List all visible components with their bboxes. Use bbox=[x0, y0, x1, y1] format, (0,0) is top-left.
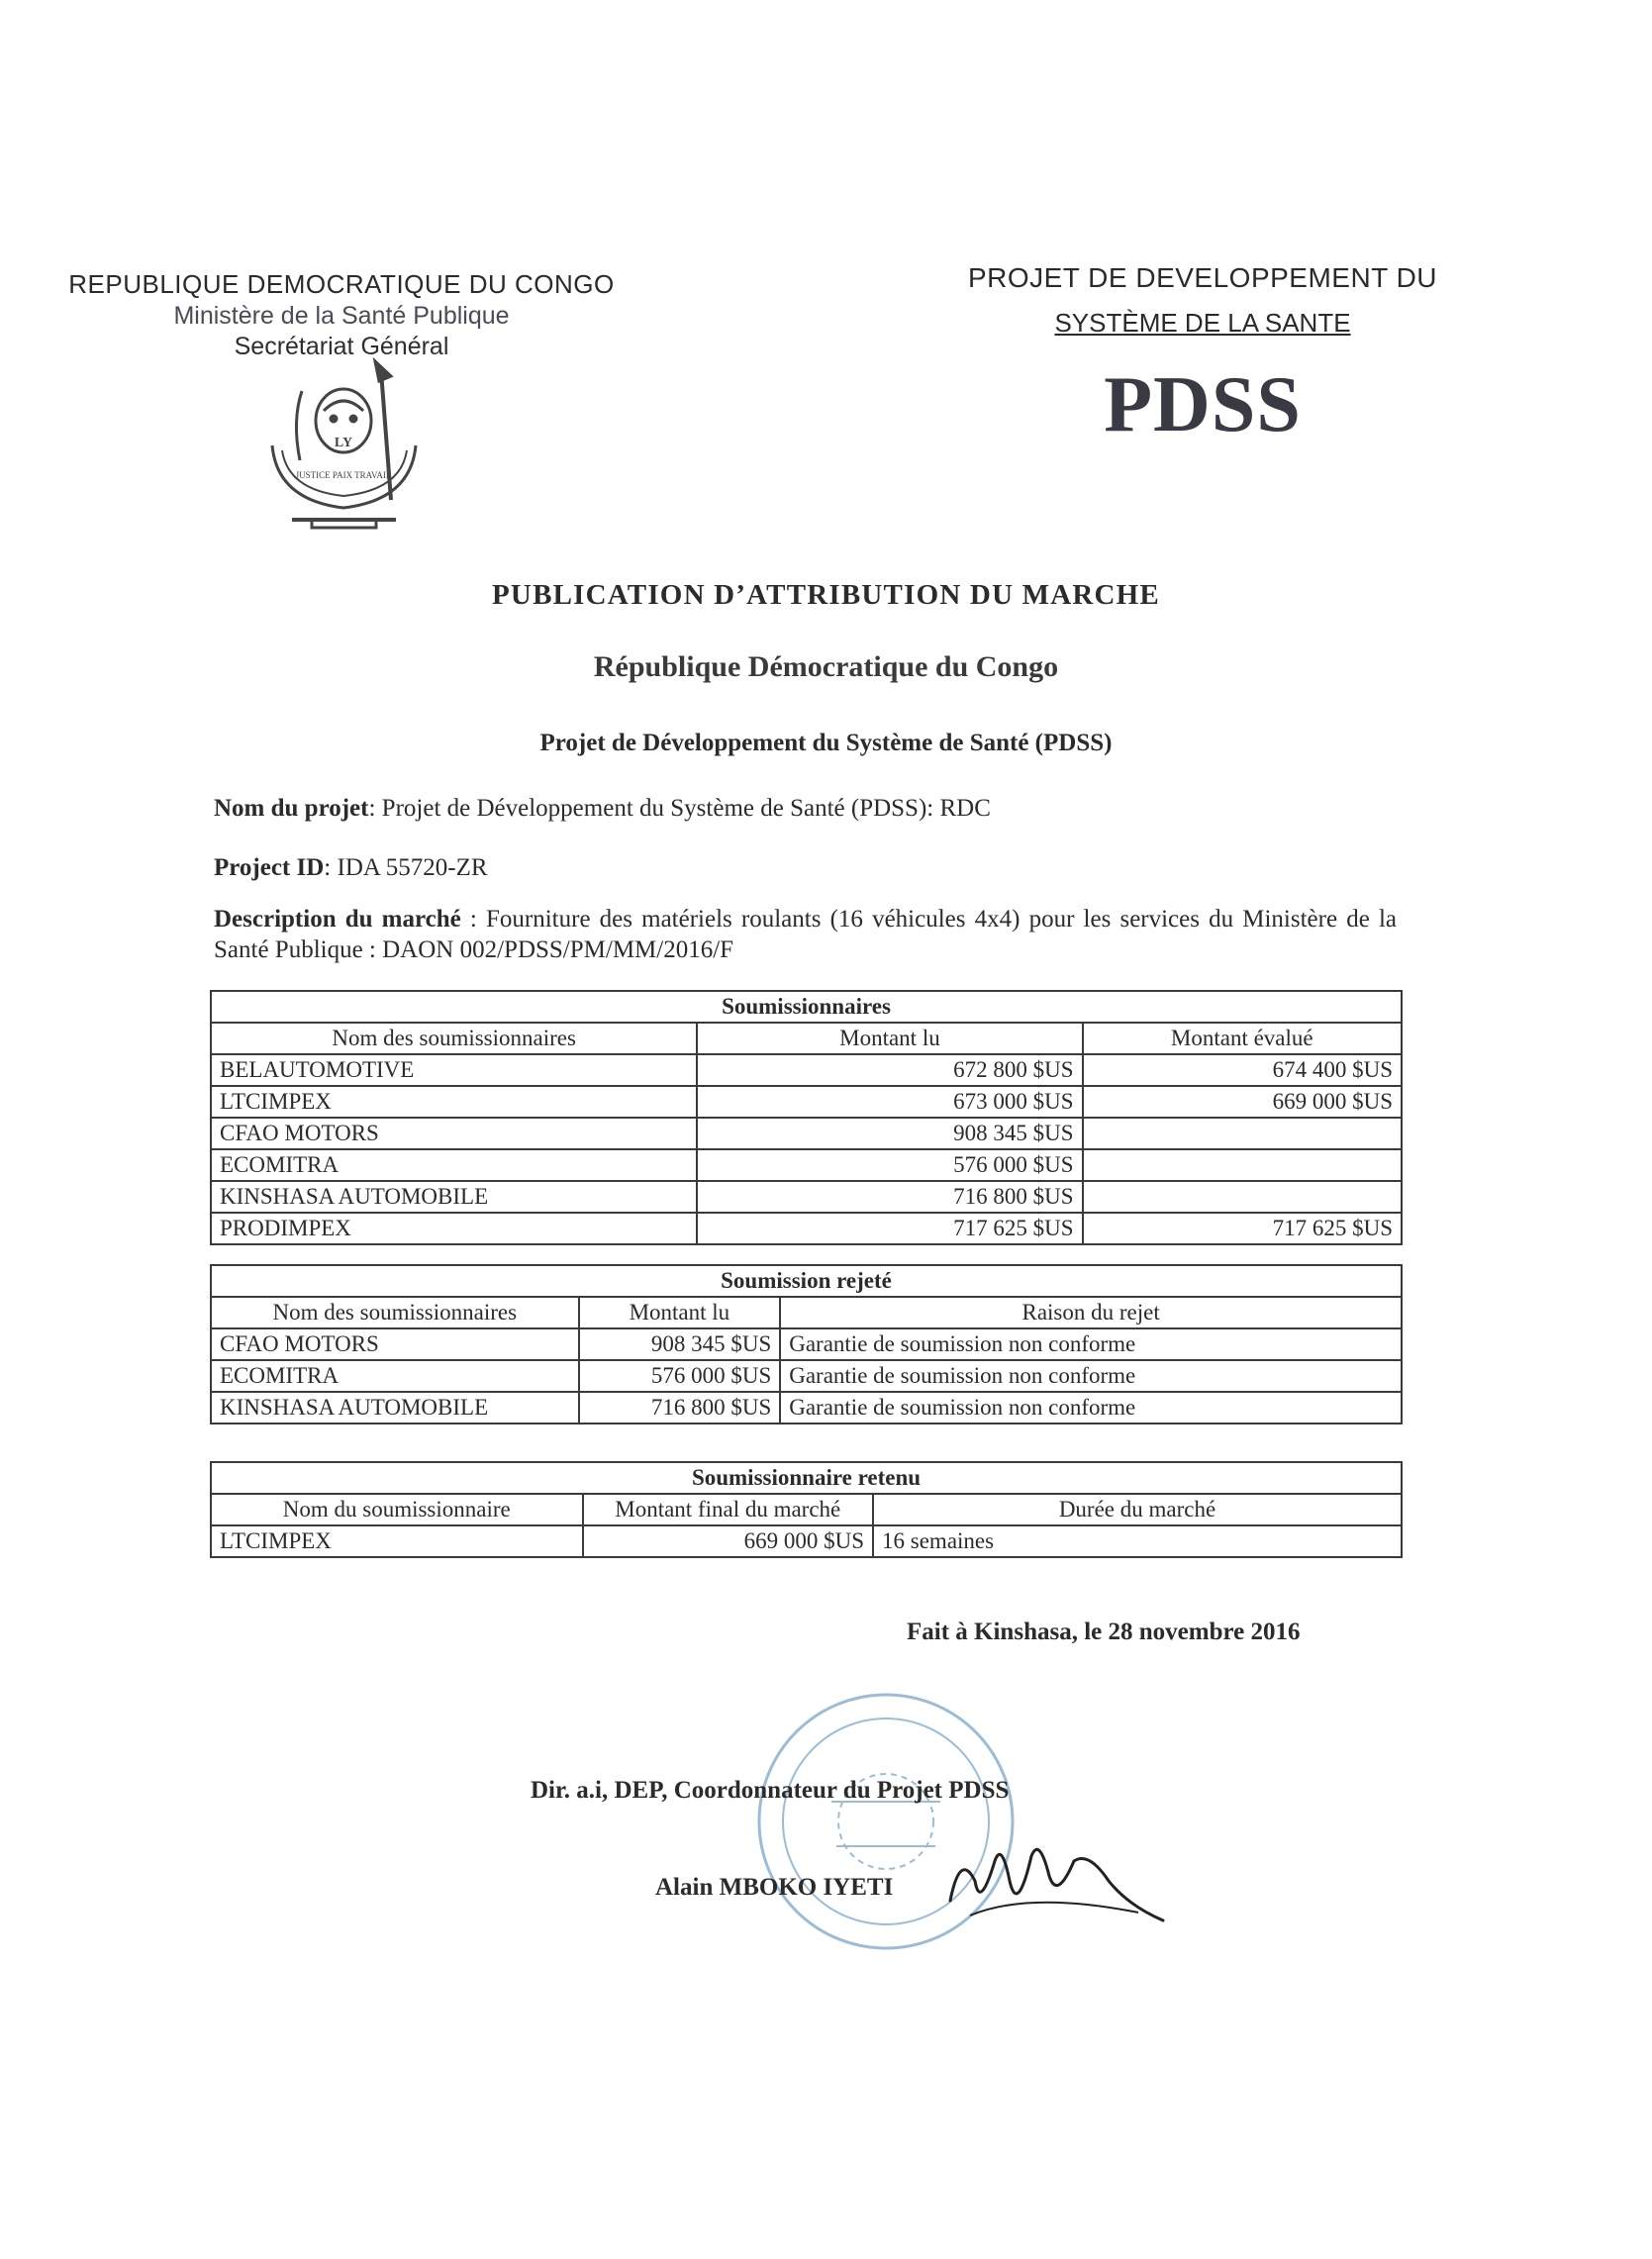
bidder-name: PRODIMPEX bbox=[211, 1213, 697, 1244]
amount-read: 576 000 $US bbox=[697, 1149, 1082, 1181]
rejection-reason: Garantie de soumission non conforme bbox=[780, 1360, 1402, 1392]
rejected-caption: Soumission rejeté bbox=[211, 1265, 1402, 1297]
country-heading: REPUBLIQUE DEMOCRATIQUE DU CONGO bbox=[68, 269, 615, 299]
project-header bbox=[925, 262, 1480, 450]
table-row bbox=[211, 1213, 1402, 1244]
table-row bbox=[211, 1149, 1402, 1181]
project-id-line bbox=[214, 854, 1397, 882]
secretariat-name: Secrétariat Général bbox=[234, 333, 449, 360]
amount-evaluated: 674 400 $US bbox=[1083, 1054, 1402, 1086]
column-header: Montant final du marché bbox=[583, 1494, 874, 1525]
final-amount: 669 000 $US bbox=[583, 1525, 874, 1557]
bidder-name: BELAUTOMOTIVE bbox=[211, 1054, 697, 1086]
project-name-line bbox=[214, 795, 1397, 823]
column-header: Nom des soumissionnaires bbox=[211, 1023, 697, 1054]
bidders-caption: Soumissionnaires bbox=[211, 991, 1402, 1023]
amount-read: 908 345 $US bbox=[579, 1328, 781, 1360]
project-title: Projet de Développement du Système de Santé (PDSS) bbox=[539, 730, 1113, 756]
rejection-reason: Garantie de soumission non conforme bbox=[780, 1392, 1402, 1424]
signatory-name: Alain MBOKO IYETI bbox=[655, 1874, 894, 1901]
amount-read: 576 000 $US bbox=[579, 1360, 781, 1392]
description-value: : Fourniture des matériels roulants (16 véhicules 4x4) pour les services du Ministère de la Santé Publique : DAON 002/PDSS/PM/MM/2016/F bbox=[214, 906, 1397, 963]
rejected-table bbox=[210, 1264, 1403, 1424]
project-name-value: : Projet de Développement du Système de Santé (PDSS): RDC bbox=[368, 795, 991, 822]
project-acronym: PDSS bbox=[1104, 361, 1302, 448]
amount-evaluated: 717 625 $US bbox=[1083, 1213, 1402, 1244]
table-row bbox=[211, 1181, 1402, 1213]
amount-read: 672 800 $US bbox=[697, 1054, 1082, 1086]
winner-caption: Soumissionnaire retenu bbox=[211, 1462, 1402, 1494]
ministry-name: Ministère de la Santé Publique bbox=[173, 302, 510, 330]
column-header: Nom des soumissionnaires bbox=[211, 1297, 579, 1328]
signature-icon bbox=[940, 1821, 1168, 1940]
column-header: Montant évalué bbox=[1083, 1023, 1402, 1054]
amount-evaluated bbox=[1083, 1181, 1402, 1213]
amount-read: 673 000 $US bbox=[697, 1086, 1082, 1118]
bidder-name: CFAO MOTORS bbox=[211, 1328, 579, 1360]
table-row bbox=[211, 1054, 1402, 1086]
table-row bbox=[211, 1392, 1402, 1424]
amount-evaluated bbox=[1083, 1149, 1402, 1181]
ministry-header bbox=[40, 269, 643, 361]
winner-table bbox=[210, 1461, 1403, 1558]
bidders-table bbox=[210, 990, 1403, 1245]
svg-text:JUSTICE PAIX TRAVAIL: JUSTICE PAIX TRAVAIL bbox=[295, 470, 392, 480]
table-row bbox=[211, 1525, 1402, 1557]
bidder-name: CFAO MOTORS bbox=[211, 1118, 697, 1149]
amount-read: 908 345 $US bbox=[697, 1118, 1082, 1149]
amount-read: 716 800 $US bbox=[579, 1392, 781, 1424]
project-id-label: Project ID bbox=[214, 854, 325, 881]
column-header: Durée du marché bbox=[873, 1494, 1402, 1525]
project-id-value: : IDA 55720-ZR bbox=[324, 854, 488, 881]
column-header: Montant lu bbox=[697, 1023, 1082, 1054]
bidder-name: LTCIMPEX bbox=[211, 1525, 583, 1557]
project-subheading: SYSTÈME DE LA SANTE bbox=[1054, 308, 1351, 338]
table-row bbox=[211, 1086, 1402, 1118]
coat-of-arms-icon bbox=[252, 351, 436, 530]
project-name-label: Nom du projet bbox=[214, 795, 369, 822]
column-header: Nom du soumissionnaire bbox=[211, 1494, 583, 1525]
description-label: Description du marché bbox=[214, 906, 461, 933]
column-header: Raison du rejet bbox=[780, 1297, 1402, 1328]
bidder-name: ECOMITRA bbox=[211, 1149, 697, 1181]
document-title: PUBLICATION D’ATTRIBUTION DU MARCHE bbox=[492, 579, 1160, 611]
description-line bbox=[214, 904, 1397, 965]
bidder-name: LTCIMPEX bbox=[211, 1086, 697, 1118]
column-header: Montant lu bbox=[579, 1297, 781, 1328]
country-title: République Démocratique du Congo bbox=[593, 650, 1059, 683]
amount-read: 716 800 $US bbox=[697, 1181, 1082, 1213]
rejection-reason: Garantie de soumission non conforme bbox=[780, 1328, 1402, 1360]
bidder-name: KINSHASA AUTOMOBILE bbox=[211, 1392, 579, 1424]
table-row bbox=[211, 1360, 1402, 1392]
bidder-name: ECOMITRA bbox=[211, 1360, 579, 1392]
place-date: Fait à Kinshasa, le 28 novembre 2016 bbox=[907, 1619, 1301, 1645]
bidder-name: KINSHASA AUTOMOBILE bbox=[211, 1181, 697, 1213]
amount-evaluated bbox=[1083, 1118, 1402, 1149]
table-row bbox=[211, 1118, 1402, 1149]
svg-text:LY: LY bbox=[334, 436, 353, 450]
table-row bbox=[211, 1328, 1402, 1360]
amount-evaluated: 669 000 $US bbox=[1083, 1086, 1402, 1118]
amount-read: 717 625 $US bbox=[697, 1213, 1082, 1244]
project-heading: PROJET DE DEVELOPPEMENT DU bbox=[967, 262, 1438, 293]
contract-duration: 16 semaines bbox=[873, 1525, 1402, 1557]
signatory-role: Dir. a.i, DEP, Coordonnateur du Projet PDSS bbox=[531, 1777, 1010, 1804]
